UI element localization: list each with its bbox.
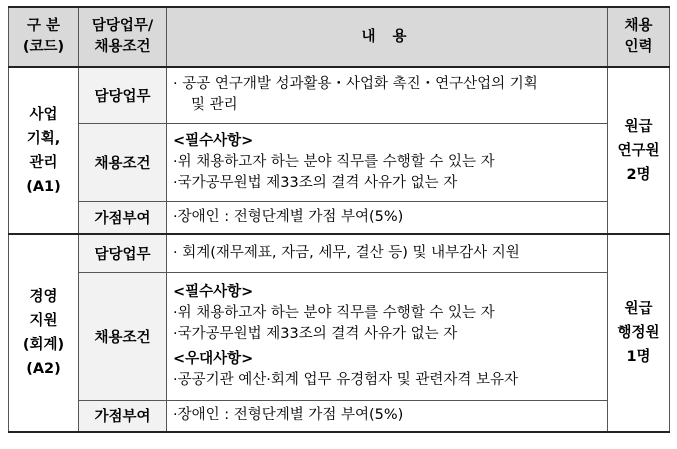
recruitment-table [8, 6, 670, 433]
capacity-line: 행정원 [617, 325, 660, 341]
row-label: 채용조건 [79, 123, 167, 201]
header-content: 내 용 [167, 7, 608, 67]
content-line: ·위 채용하고자 하는 분야 직무를 수행할 수 있는 자 [173, 153, 495, 170]
row-content [167, 272, 608, 400]
capacity-line: 원급 [624, 301, 653, 317]
content-heading: <필수사항> [173, 132, 254, 149]
header-row [9, 7, 670, 67]
table-row [9, 201, 670, 234]
row-label: 가점부여 [79, 201, 167, 234]
table-row [9, 272, 670, 400]
content-line: ·위 채용하고자 하는 분야 직무를 수행할 수 있는 자 [173, 304, 495, 321]
row-content [167, 400, 608, 432]
content-heading: <필수사항> [173, 283, 254, 300]
capacity-line: 2명 [626, 166, 651, 183]
capacity-line: 원급 [624, 118, 653, 135]
content-line: · 회계(재무제표, 자금, 세무, 결산 등) 및 내부감사 지원 [173, 244, 520, 261]
header-code-line: 구 분 [26, 18, 61, 34]
row-label: 채용조건 [79, 272, 167, 400]
header-duty [79, 7, 167, 67]
header-duty-line: 담당업무/ [91, 18, 154, 34]
capacity-line: 1명 [626, 349, 651, 365]
content-line: 및 관리 [191, 97, 238, 114]
capacity-line: 연구원 [617, 142, 660, 159]
content-line: ·장애인 : 전형단계별 가점 부여(5%) [173, 407, 404, 424]
header-capacity-line: 채용 [624, 18, 653, 34]
content-line: ·공공기관 예산·회계 업무 유경험자 및 관련자격 보유자 [173, 371, 519, 388]
group-code-a1 [9, 67, 79, 234]
table-row [9, 400, 670, 432]
row-content [167, 201, 608, 234]
row-label: 담당업무 [79, 234, 167, 272]
content-line: · 공공 연구개발 성과활용・사업화 촉진・연구산업의 기획 [173, 76, 538, 93]
code-line: 경영 [29, 289, 58, 305]
header-duty-line: 채용조건 [94, 39, 151, 55]
row-content [167, 234, 608, 272]
content-heading: <우대사항> [173, 350, 254, 367]
content-line: ·장애인 : 전형단계별 가점 부여(5%) [173, 208, 404, 225]
header-code [9, 7, 79, 67]
group-capacity-a2 [608, 234, 670, 432]
table-row [9, 234, 670, 272]
row-content [167, 123, 608, 201]
code-line: 기획, [26, 130, 61, 147]
row-label: 가점부여 [79, 400, 167, 432]
content-line: ·국가공무원법 제33조의 결격 사유가 없는 자 [173, 325, 458, 342]
header-capacity-line: 인력 [624, 39, 653, 55]
row-content [167, 67, 608, 123]
table-row [9, 123, 670, 201]
code-line: 사업 [29, 106, 58, 123]
table-row [9, 67, 670, 123]
group-capacity-a1 [608, 67, 670, 234]
code-line: 관리 [29, 154, 58, 171]
row-label: 담당업무 [79, 67, 167, 123]
content-line: ·국가공무원법 제33조의 결격 사유가 없는 자 [173, 174, 458, 191]
header-capacity [608, 7, 670, 67]
group-code-a2 [9, 234, 79, 432]
code-line: 지원 [29, 313, 58, 329]
code-line: (회계) [22, 337, 65, 353]
code-line: (A2) [26, 361, 61, 377]
header-code-line: (코드) [22, 39, 65, 55]
code-line: (A1) [26, 178, 61, 195]
